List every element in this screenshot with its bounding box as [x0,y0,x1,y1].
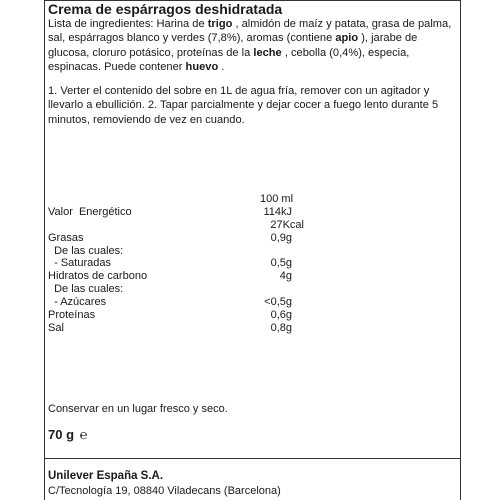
nutrition-row [48,219,348,232]
nutrient-label: - Azúcares [48,296,107,309]
ingredients-text: espinacas. Puede contener [48,60,186,73]
label-panel [44,0,461,500]
instructions-line-2: llevarlo a ebullición. 2. Tapar parcialmente y dejar cocer a fuego lento durante 5 [48,99,439,112]
instructions-line-3: minutos, removiendo de vez en cuando. [48,113,245,126]
ingredients-line-3 [48,46,456,60]
allergen-milk: leche [253,46,282,59]
ingredients-text: ), jarabe de [358,32,418,45]
nutrient-value: <0,5g [264,296,292,309]
allergen-egg: huevo [185,60,219,73]
nutrient-value: 27Kcal [270,218,304,231]
nutrient-label: Sal [48,321,64,334]
nutrient-label: De las cuales: [48,283,124,296]
nutrition-row [48,232,348,245]
nutrition-row [48,257,348,270]
nutrition-row [48,322,348,335]
nutrient-value: 4g [279,270,292,283]
nutrient-value: 0,9g [270,231,292,244]
nutrient-label: Grasas [48,231,84,244]
company-address: C/Tecnología 19, 08840 Viladecans (Barcelona) [48,485,281,497]
ingredients-text: glucosa, cloruro potásico, proteínas de la [48,46,254,59]
nutrition-header-row [48,193,348,206]
allergen-wheat: trigo [207,18,233,30]
ingredients-line-4 [48,60,456,74]
ingredients-list [48,17,456,74]
nutrition-row [48,309,348,322]
ingredients-text: . [218,60,225,73]
ingredients-line-2 [48,31,456,45]
net-weight [48,427,87,443]
nutrient-label: Hidratos de carbono [48,270,148,283]
net-weight-value: 70 g [48,427,75,442]
right-border [460,0,461,500]
nutrition-row [48,270,348,283]
nutrition-row [48,206,348,219]
nutrient-label: Valor Energético [48,205,132,218]
nutrition-row [48,296,348,309]
nutrient-value: 0,6g [270,309,292,322]
nutrition-header: 100 ml [260,193,294,205]
nutrient-value: 0,5g [270,257,292,270]
nutrient-value: 0,8g [270,321,292,334]
nutrient-value: 114kJ [263,205,292,218]
allergen-celery: apio [335,32,359,45]
nutrient-label: De las cuales: [48,244,124,257]
instructions-line-1: 1. Verter el contenido del sobre en 1L de agua fría, remover con un agitador y [48,85,430,97]
nutrition-row [48,283,348,296]
left-border [44,0,45,500]
ingredients-text: Lista de ingredientes: Harina de [48,18,208,30]
estimated-sign-icon: ℮ [79,427,88,442]
divider [44,458,461,459]
nutrient-label: Proteínas [48,309,96,322]
ingredients-text: sal, espárragos blanco y verdes (7,8%), aromas (contiene [48,32,336,45]
ingredients-text: , almidón de maíz y patata, grasa de palma, [232,18,452,30]
ingredients-line-1 [48,17,456,31]
preparation-instructions [48,84,456,127]
product-title: Crema de espárragos deshidratada [48,1,283,17]
company-name: Unilever España S.A. [48,470,164,482]
ingredients-text: , cebolla (0,4%), especia, [281,46,410,59]
storage-instructions: Conservar en un lugar fresco y seco. [48,403,228,415]
nutrient-label: - Saturadas [48,257,111,270]
nutrition-table [48,193,348,335]
nutrition-row [48,245,348,258]
